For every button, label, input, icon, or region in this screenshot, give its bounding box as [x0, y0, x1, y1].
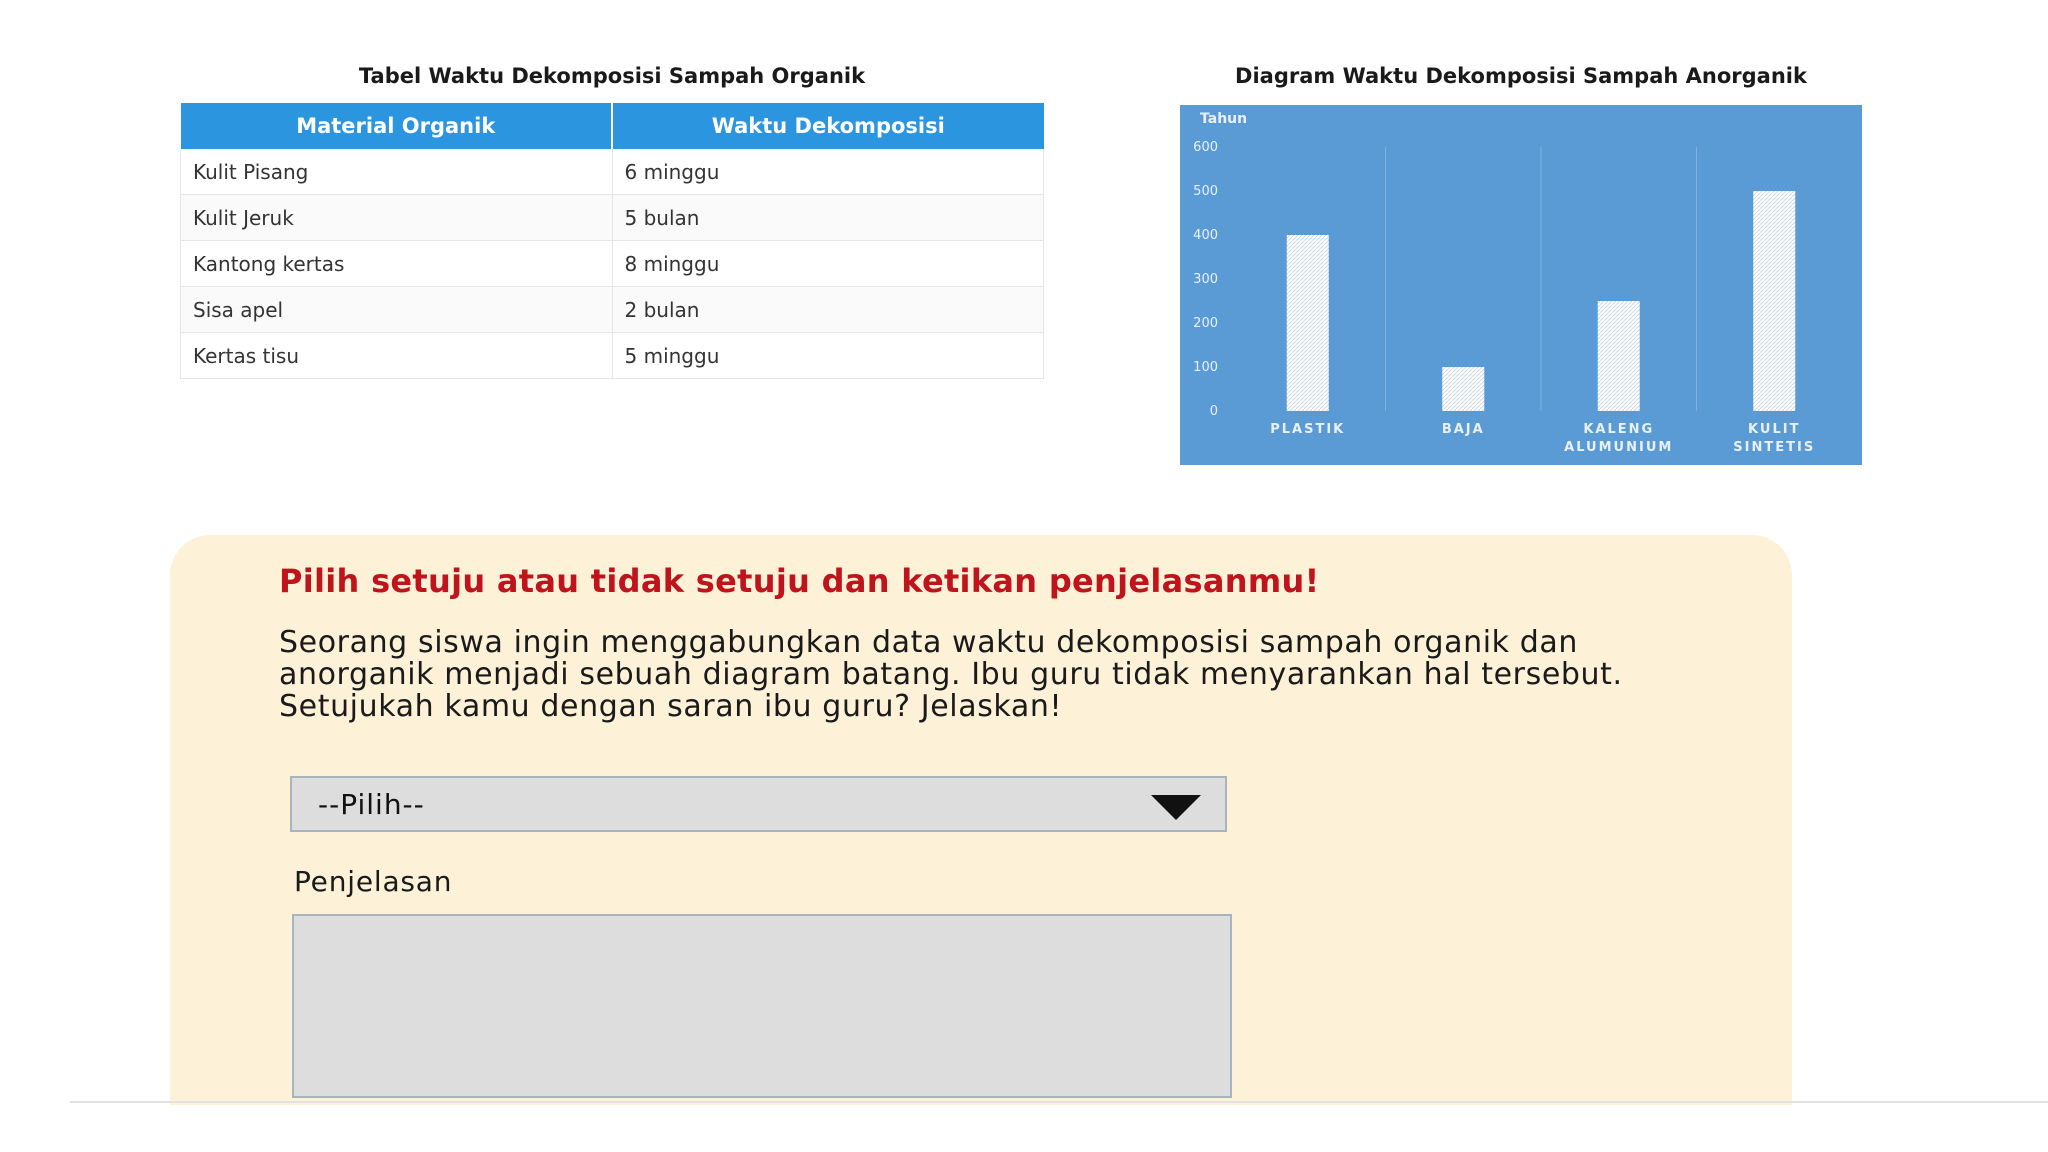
x-tick-label: SINTETIS — [1733, 440, 1816, 455]
explanation-textarea[interactable] — [292, 914, 1232, 1098]
bar — [1287, 235, 1329, 411]
table-row — [181, 287, 1044, 333]
x-tick-label: PLASTIK — [1270, 422, 1346, 437]
cell-material: Kantong kertas — [181, 241, 613, 287]
y-tick-label: 400 — [1193, 228, 1218, 243]
bar — [1442, 367, 1484, 411]
chevron-down-icon — [1151, 795, 1201, 820]
question-panel — [170, 535, 1792, 1105]
cell-time: 5 minggu — [612, 333, 1044, 379]
x-tick-label: KULIT — [1748, 422, 1801, 437]
bar — [1598, 301, 1640, 411]
cell-time: 5 bulan — [612, 195, 1044, 241]
y-tick-label: 600 — [1193, 140, 1218, 155]
instruction-heading: Pilih setuju atau tidak setuju dan ketikan penjelasanmu! — [279, 562, 1320, 600]
bar — [1753, 191, 1795, 411]
select-value: --Pilih-- — [318, 788, 425, 821]
y-axis-title: Tahun — [1200, 111, 1248, 127]
chart-caption: Diagram Waktu Dekomposisi Sampah Anorganik — [1235, 64, 1807, 88]
x-tick-label: KALENG — [1583, 422, 1655, 437]
table-row — [181, 149, 1044, 195]
cell-time: 2 bulan — [612, 287, 1044, 333]
y-tick-label: 100 — [1193, 360, 1218, 375]
table-header-row — [181, 103, 1044, 149]
y-tick-label: 300 — [1193, 272, 1218, 287]
table-row — [181, 241, 1044, 287]
y-tick-label: 500 — [1193, 184, 1218, 199]
inorganic-decomposition-chart — [1180, 105, 1862, 465]
bar-chart-svg — [1180, 105, 1862, 465]
cell-time: 6 minggu — [612, 149, 1044, 195]
cell-time: 8 minggu — [612, 241, 1044, 287]
column-header-material: Material Organik — [181, 103, 613, 149]
y-tick-label: 200 — [1193, 316, 1218, 331]
bottom-divider — [70, 1101, 2048, 1103]
agree-select[interactable] — [290, 776, 1227, 832]
organic-decomposition-table — [180, 103, 1044, 379]
cell-material: Kulit Jeruk — [181, 195, 613, 241]
cell-material: Sisa apel — [181, 287, 613, 333]
table-caption: Tabel Waktu Dekomposisi Sampah Organik — [358, 64, 866, 88]
explanation-label: Penjelasan — [294, 865, 453, 898]
y-tick-label: 0 — [1209, 404, 1218, 419]
column-header-time: Waktu Dekomposisi — [612, 103, 1044, 149]
x-tick-label: BAJA — [1441, 422, 1485, 437]
table-row — [181, 195, 1044, 241]
x-tick-label: ALUMUNIUM — [1564, 440, 1674, 455]
table-row — [181, 333, 1044, 379]
cell-material: Kulit Pisang — [181, 149, 613, 195]
question-text: Seorang siswa ingin menggabungkan data waktu dekomposisi sampah organik dan anorganik menjadi sebuah diagram batang. Ibu guru tidak menyarankan hal tersebut. Setujukah kamu dengan saran ibu guru? Jelaskan! — [279, 625, 1623, 724]
cell-material: Kertas tisu — [181, 333, 613, 379]
